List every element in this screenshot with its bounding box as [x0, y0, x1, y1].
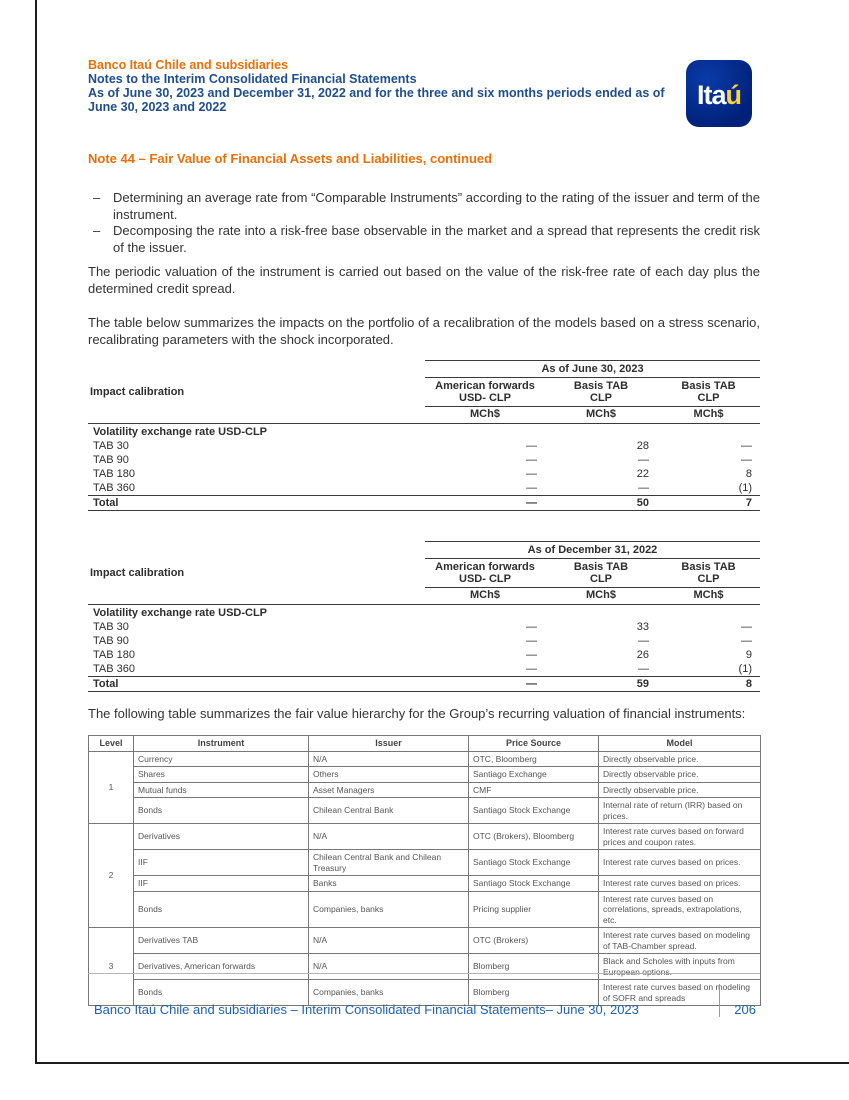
instrument-cell: Bonds	[134, 798, 309, 824]
level-cell: 3	[89, 928, 134, 1006]
price-source-cell: Santiago Stock Exchange	[469, 850, 599, 876]
empty-cell	[88, 407, 425, 424]
bullet-item	[88, 190, 760, 223]
cell-value: —	[638, 454, 649, 466]
page-footer	[88, 973, 760, 1017]
hierarchy-header-row	[89, 735, 761, 751]
cell-value: —	[741, 621, 752, 633]
instrument-cell: Bonds	[134, 891, 309, 928]
unit-cell: MCh$	[425, 407, 545, 424]
cell-value: —	[638, 482, 649, 494]
total-value: 7	[657, 496, 760, 511]
cell-value: 9	[745, 649, 752, 661]
level-cell: 2	[89, 824, 134, 928]
column-header-line: Basis TAB	[573, 561, 629, 573]
impact-table-december-2022	[88, 541, 760, 692]
price-source-cell: OTC (Brokers), Bloomberg	[469, 824, 599, 850]
column-header-row	[88, 559, 760, 588]
row-header: Impact calibration	[90, 567, 185, 579]
issuer-cell: Banks	[309, 876, 469, 892]
empty-cell	[88, 361, 425, 378]
price-source-cell: CMF	[469, 782, 599, 798]
column-header	[545, 378, 657, 407]
page-border-bottom	[35, 1062, 849, 1064]
column-header-line: Basis TAB	[681, 561, 736, 573]
unit-cell: MCh$	[545, 588, 657, 605]
instrument-cell: Derivatives TAB	[134, 928, 309, 954]
instrument-cell: Derivatives, American forwards	[134, 954, 309, 980]
column-header	[425, 378, 545, 407]
cell-value: —	[526, 663, 537, 675]
column-header	[545, 559, 657, 588]
total-value: 8	[657, 677, 760, 692]
total-row	[88, 496, 760, 511]
instrument-cell: Bonds	[134, 980, 309, 1006]
row-label: TAB 360	[93, 663, 135, 675]
cell-value: 8	[745, 468, 753, 480]
table-row	[88, 648, 760, 662]
column-header-row	[88, 378, 760, 407]
cell-value: —	[526, 649, 537, 661]
row-label: TAB 30	[93, 621, 129, 633]
header-instrument: Instrument	[134, 735, 309, 751]
hierarchy-row	[89, 928, 761, 954]
column-header-line: CLP	[590, 573, 612, 585]
instrument-cell: IIF	[134, 876, 309, 892]
column-header-line: CLP	[697, 392, 720, 404]
header-level: Level	[89, 735, 134, 751]
footer-text: Banco Itaú Chile and subsidiaries – Interim Consolidated Financial Statements– June 30, 2023	[94, 1002, 639, 1017]
hierarchy-row	[89, 876, 761, 892]
section-label: Volatility exchange rate USD-CLP	[93, 426, 268, 438]
bullet-list	[88, 190, 760, 256]
total-row	[88, 677, 760, 692]
issuer-cell: Asset Managers	[309, 782, 469, 798]
issuer-cell: N/A	[309, 954, 469, 980]
hierarchy-row	[89, 824, 761, 850]
column-header-line: Basis TAB	[681, 380, 736, 392]
total-value: 59	[545, 677, 657, 692]
model-cell: Interest rate curves based on correlations, spreads, extrapolations, etc.	[599, 891, 761, 928]
hierarchy-row	[89, 751, 761, 767]
total-value: 50	[545, 496, 657, 511]
table-row	[88, 662, 760, 677]
bullet-marker: –	[93, 223, 101, 238]
hierarchy-row	[89, 891, 761, 928]
model-cell: Interest rate curves based on prices.	[599, 850, 761, 876]
empty-cell	[88, 588, 425, 605]
company-name: Banco Itaú Chile and subsidiaries	[88, 58, 289, 72]
cell-value: —	[526, 440, 537, 452]
impact-table-june-2023	[88, 360, 760, 511]
model-cell: Directly observable price.	[599, 751, 761, 767]
page-border-left	[35, 0, 37, 1064]
cell-value: 22	[636, 468, 649, 480]
column-header-line: CLP	[697, 573, 720, 585]
cell-value: —	[526, 482, 537, 494]
column-header-line: USD- CLP	[459, 392, 511, 404]
model-cell: Interest rate curves based on modeling of SOFR and spreads	[599, 980, 761, 1006]
hierarchy-row	[89, 767, 761, 783]
instrument-cell: IIF	[134, 850, 309, 876]
cell-value: —	[526, 635, 537, 647]
fair-value-hierarchy-table	[88, 735, 761, 1007]
table-row	[88, 453, 760, 467]
paragraph-fair-value-hierarchy: The following table summarizes the fair value hierarchy for the Group’s recurring valuation of financial instruments:	[88, 706, 746, 721]
bullet-text: Determining an average rate from “Comparable Instruments” according to the rating of the issuer and term of the instrument.	[113, 190, 760, 222]
price-source-cell: OTC (Brokers)	[469, 928, 599, 954]
instrument-cell: Currency	[134, 751, 309, 767]
bullet-marker: –	[93, 190, 101, 205]
cell-value: (1)	[738, 663, 752, 675]
period-header: As of June 30, 2023	[425, 361, 760, 378]
model-cell: Interest rate curves based on prices.	[599, 876, 761, 892]
table-row	[88, 620, 760, 634]
cell-value: —	[526, 454, 537, 466]
row-label: TAB 30	[93, 440, 129, 452]
page-content	[88, 58, 760, 1006]
paragraph-periodic-valuation: The periodic valuation of the instrument is carried out based on the value of the risk-free rate of each day plus the determined credit spread.	[88, 264, 760, 296]
column-header-line: CLP	[590, 392, 612, 404]
cell-value: —	[526, 468, 537, 480]
row-header: Impact calibration	[90, 386, 185, 398]
price-source-cell: Santiago Exchange	[469, 767, 599, 783]
issuer-cell: Others	[309, 767, 469, 783]
cell-value: 33	[636, 621, 649, 633]
cell-value: —	[741, 635, 752, 647]
section-label: Volatility exchange rate USD-CLP	[93, 607, 268, 619]
header-price-source: Price Source	[469, 735, 599, 751]
row-label: TAB 360	[93, 482, 135, 494]
table-row	[88, 634, 760, 648]
column-header	[657, 378, 760, 407]
model-cell: Interest rate curves based on forward prices and coupon rates.	[599, 824, 761, 850]
cell-value: —	[526, 621, 537, 633]
unit-cell: MCh$	[657, 407, 760, 424]
bullet-item	[88, 223, 760, 256]
issuer-cell: N/A	[309, 928, 469, 954]
period-header: As of December 31, 2022	[425, 542, 760, 559]
issuer-cell: Chilean Central Bank	[309, 798, 469, 824]
hierarchy-row	[89, 782, 761, 798]
row-label: TAB 90	[93, 454, 129, 466]
cell-value: —	[638, 635, 649, 647]
row-label: TAB 180	[93, 649, 135, 661]
paragraph-stress-scenario: The table below summarizes the impacts on the portfolio of a recalibration of the models based on a stress scenario, recalibrating parameters with the shock incorporated.	[88, 315, 760, 347]
issuer-cell: Chilean Central Bank and Chilean Treasury	[309, 850, 469, 876]
cell-value: (1)	[738, 482, 753, 494]
unit-cell: MCh$	[657, 588, 760, 605]
bullet-text: Decomposing the rate into a risk-free base observable in the market and a spread that represents the credit risk of the issuer.	[113, 223, 760, 255]
total-value: —	[425, 677, 545, 692]
issuer-cell: N/A	[309, 751, 469, 767]
issuer-cell: Companies, banks	[309, 891, 469, 928]
model-cell: Directly observable price.	[599, 782, 761, 798]
period-row	[88, 542, 760, 559]
price-source-cell: Santiago Stock Exchange	[469, 798, 599, 824]
hierarchy-row	[89, 798, 761, 824]
column-header	[657, 559, 760, 588]
issuer-cell: N/A	[309, 824, 469, 850]
instrument-cell: Derivatives	[134, 824, 309, 850]
cell-value: 26	[636, 649, 649, 661]
price-source-cell: Pricing supplier	[469, 891, 599, 928]
row-label: TAB 180	[93, 468, 135, 480]
logo-text-prefix: Ita	[696, 80, 726, 110]
section-row	[88, 424, 760, 440]
total-value: —	[425, 496, 545, 511]
price-source-cell: OTC, Bloomberg	[469, 751, 599, 767]
header-issuer: Issuer	[309, 735, 469, 751]
table-row	[88, 467, 760, 481]
instrument-cell: Shares	[134, 767, 309, 783]
model-cell: Interest rate curves based on modeling of TAB-Chamber spread.	[599, 928, 761, 954]
table-row	[88, 439, 760, 453]
statement-period: As of June 30, 2023 and December 31, 2022 and for the three and six months periods ended as of June 30, 2023 and 2022	[88, 86, 665, 114]
column-header	[425, 559, 545, 588]
level-cell: 1	[89, 751, 134, 824]
period-row	[88, 361, 760, 378]
page-number: 206	[719, 984, 760, 1017]
total-label: Total	[88, 496, 425, 511]
cell-value: —	[638, 663, 649, 675]
cell-value: —	[741, 454, 753, 466]
unit-cell: MCh$	[425, 588, 545, 605]
table-row	[88, 481, 760, 496]
logo-text-accent: ú	[725, 80, 741, 110]
price-source-cell: Santiago Stock Exchange	[469, 876, 599, 892]
model-cell: Black and Scholes with inputs from European options.	[599, 954, 761, 980]
note-title: Note 44 – Fair Value of Financial Assets and Liabilities, continued	[88, 151, 493, 166]
empty-cell	[88, 542, 425, 559]
row-label: TAB 90	[93, 635, 129, 647]
unit-cell: MCh$	[545, 407, 657, 424]
price-source-cell: Blomberg	[469, 980, 599, 1006]
document-title: Notes to the Interim Consolidated Financial Statements	[88, 72, 417, 86]
column-header-line: American forwards	[435, 561, 535, 573]
model-cell: Internal rate of return (IRR) based on prices.	[599, 798, 761, 824]
model-cell: Directly observable price.	[599, 767, 761, 783]
total-label: Total	[88, 677, 425, 692]
section-row	[88, 605, 760, 621]
column-header-line: USD- CLP	[459, 573, 511, 585]
issuer-cell: Companies, banks	[309, 980, 469, 1006]
column-header-line: Basis TAB	[573, 380, 629, 392]
hierarchy-row	[89, 850, 761, 876]
unit-row	[88, 588, 760, 605]
column-header-line: American forwards	[435, 380, 535, 392]
cell-value: 28	[636, 440, 649, 452]
cell-value: —	[741, 440, 753, 452]
unit-row	[88, 407, 760, 424]
header-model: Model	[599, 735, 761, 751]
price-source-cell: Blomberg	[469, 954, 599, 980]
instrument-cell: Mutual funds	[134, 782, 309, 798]
